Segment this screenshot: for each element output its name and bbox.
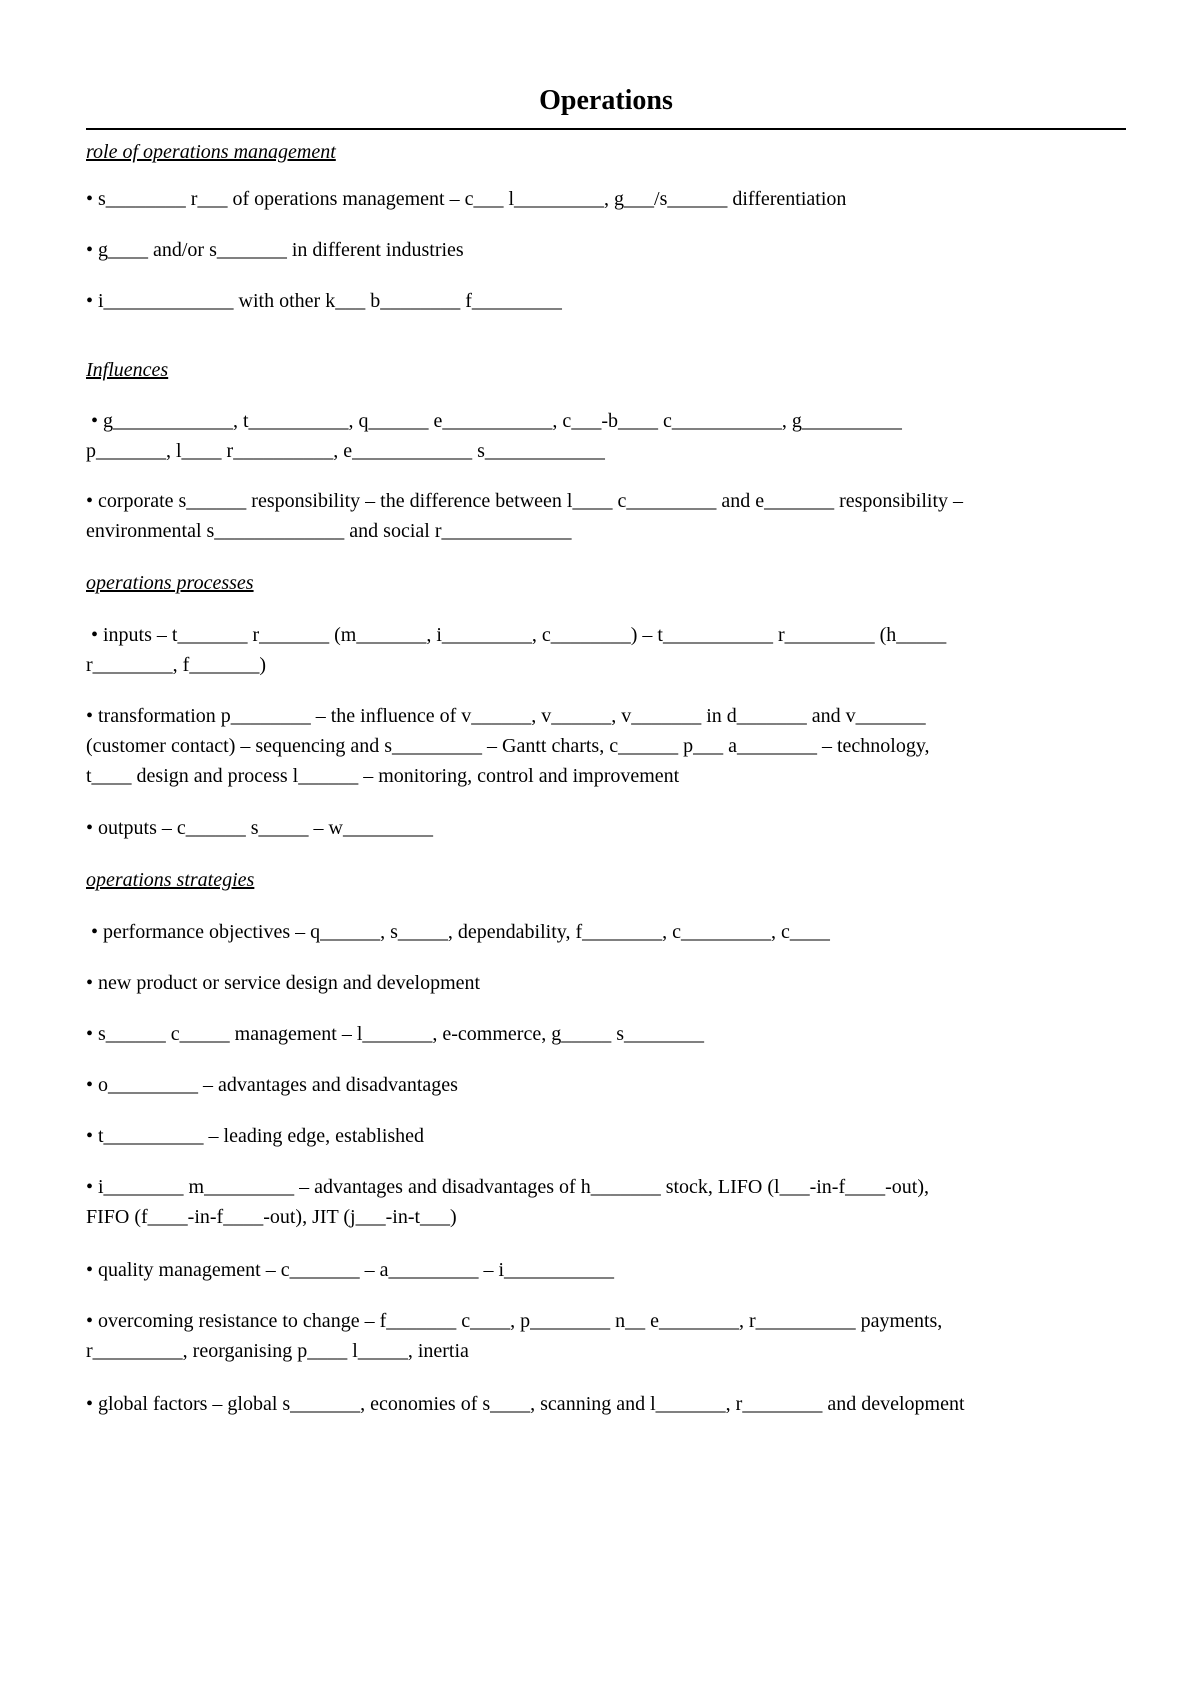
bullet-line: r________, f_______) [86,654,266,676]
bullet-line: • quality management – c_______ – a_________ – i___________ [86,1259,615,1281]
bullet-item [86,1172,1126,1232]
bullet-line: • transformation p________ – the influence of v______, v______, v_______ in d_______ and v_______ [86,705,926,727]
bullet-line: • g____________, t__________, q______ e___________, c___-b____ c___________, g__________ [86,410,902,432]
bullet-item [86,1255,1126,1285]
bullet-line: FIFO (f____-in-f____-out), JIT (j___-in-t___) [86,1206,457,1228]
bullet-line: r_________, reorganising p____ l_____, inertia [86,1340,469,1362]
bullet-line: • performance objectives – q______, s_____, dependability, f________, c_________, c____ [86,921,830,943]
bullet-item [86,620,1126,680]
bullet-line: • outputs – c______ s_____ – w_________ [86,817,434,839]
bullet-line: • global factors – global s_______, economies of s____, scanning and l_______, r________ and development [86,1393,965,1415]
bullet-line: • s________ r___ of operations management – c___ l_________, g___/s______ differentiation [86,188,847,210]
bullet-line: • inputs – t_______ r_______ (m_______, i_________, c________) – t___________ r_________ (h_____ [86,624,947,646]
section-heading-processes: operations processes [86,572,254,594]
bullet-item [86,406,1126,466]
bullet-line: (customer contact) – sequencing and s_________ – Gantt charts, c______ p___ a________ – technology, [86,735,930,757]
bullet-line: • t__________ – leading edge, established [86,1125,425,1147]
bullet-line: t____ design and process l______ – monitoring, control and improvement [86,765,680,787]
section-heading-influences: Influences [86,359,169,381]
bullet-line: environmental s_____________ and social r_____________ [86,520,572,542]
bullet-line: • overcoming resistance to change – f_______ c____, p________ n__ e________, r__________ payments, [86,1310,943,1332]
bullet-line: • corporate s______ responsibility – the difference between l____ c_________ and e_______ responsibility – [86,490,964,512]
bullet-line: • o_________ – advantages and disadvantages [86,1074,458,1096]
bullet-line: • i_____________ with other k___ b________ f_________ [86,290,562,312]
bullet-line: • i________ m_________ – advantages and disadvantages of h_______ stock, LIFO (l___-in-f____-out), [86,1176,929,1198]
bullet-item [86,1121,1126,1151]
bullet-item [86,235,1126,265]
bullet-item [86,701,1126,791]
bullet-item [86,1389,1126,1419]
page-title: Operations [539,85,673,116]
bullet-item [86,1306,1126,1366]
bullet-item [86,486,1126,546]
bullet-item [86,286,1126,316]
section-heading-strategies: operations strategies [86,869,255,891]
section-heading-role: role of operations management [86,141,336,163]
bullet-item [86,968,1126,998]
bullet-item [86,184,1126,214]
bullet-line: • new product or service design and development [86,972,481,994]
bullet-item [86,1070,1126,1100]
bullet-line: • s______ c_____ management – l_______, e-commerce, g_____ s________ [86,1023,704,1045]
bullet-line: p_______, l____ r__________, e____________ s____________ [86,440,605,462]
bullet-item [86,917,1126,947]
bullet-line: • g____ and/or s_______ in different industries [86,239,464,261]
title-underline [86,128,1126,130]
bullet-item [86,813,1126,843]
bullet-item [86,1019,1126,1049]
